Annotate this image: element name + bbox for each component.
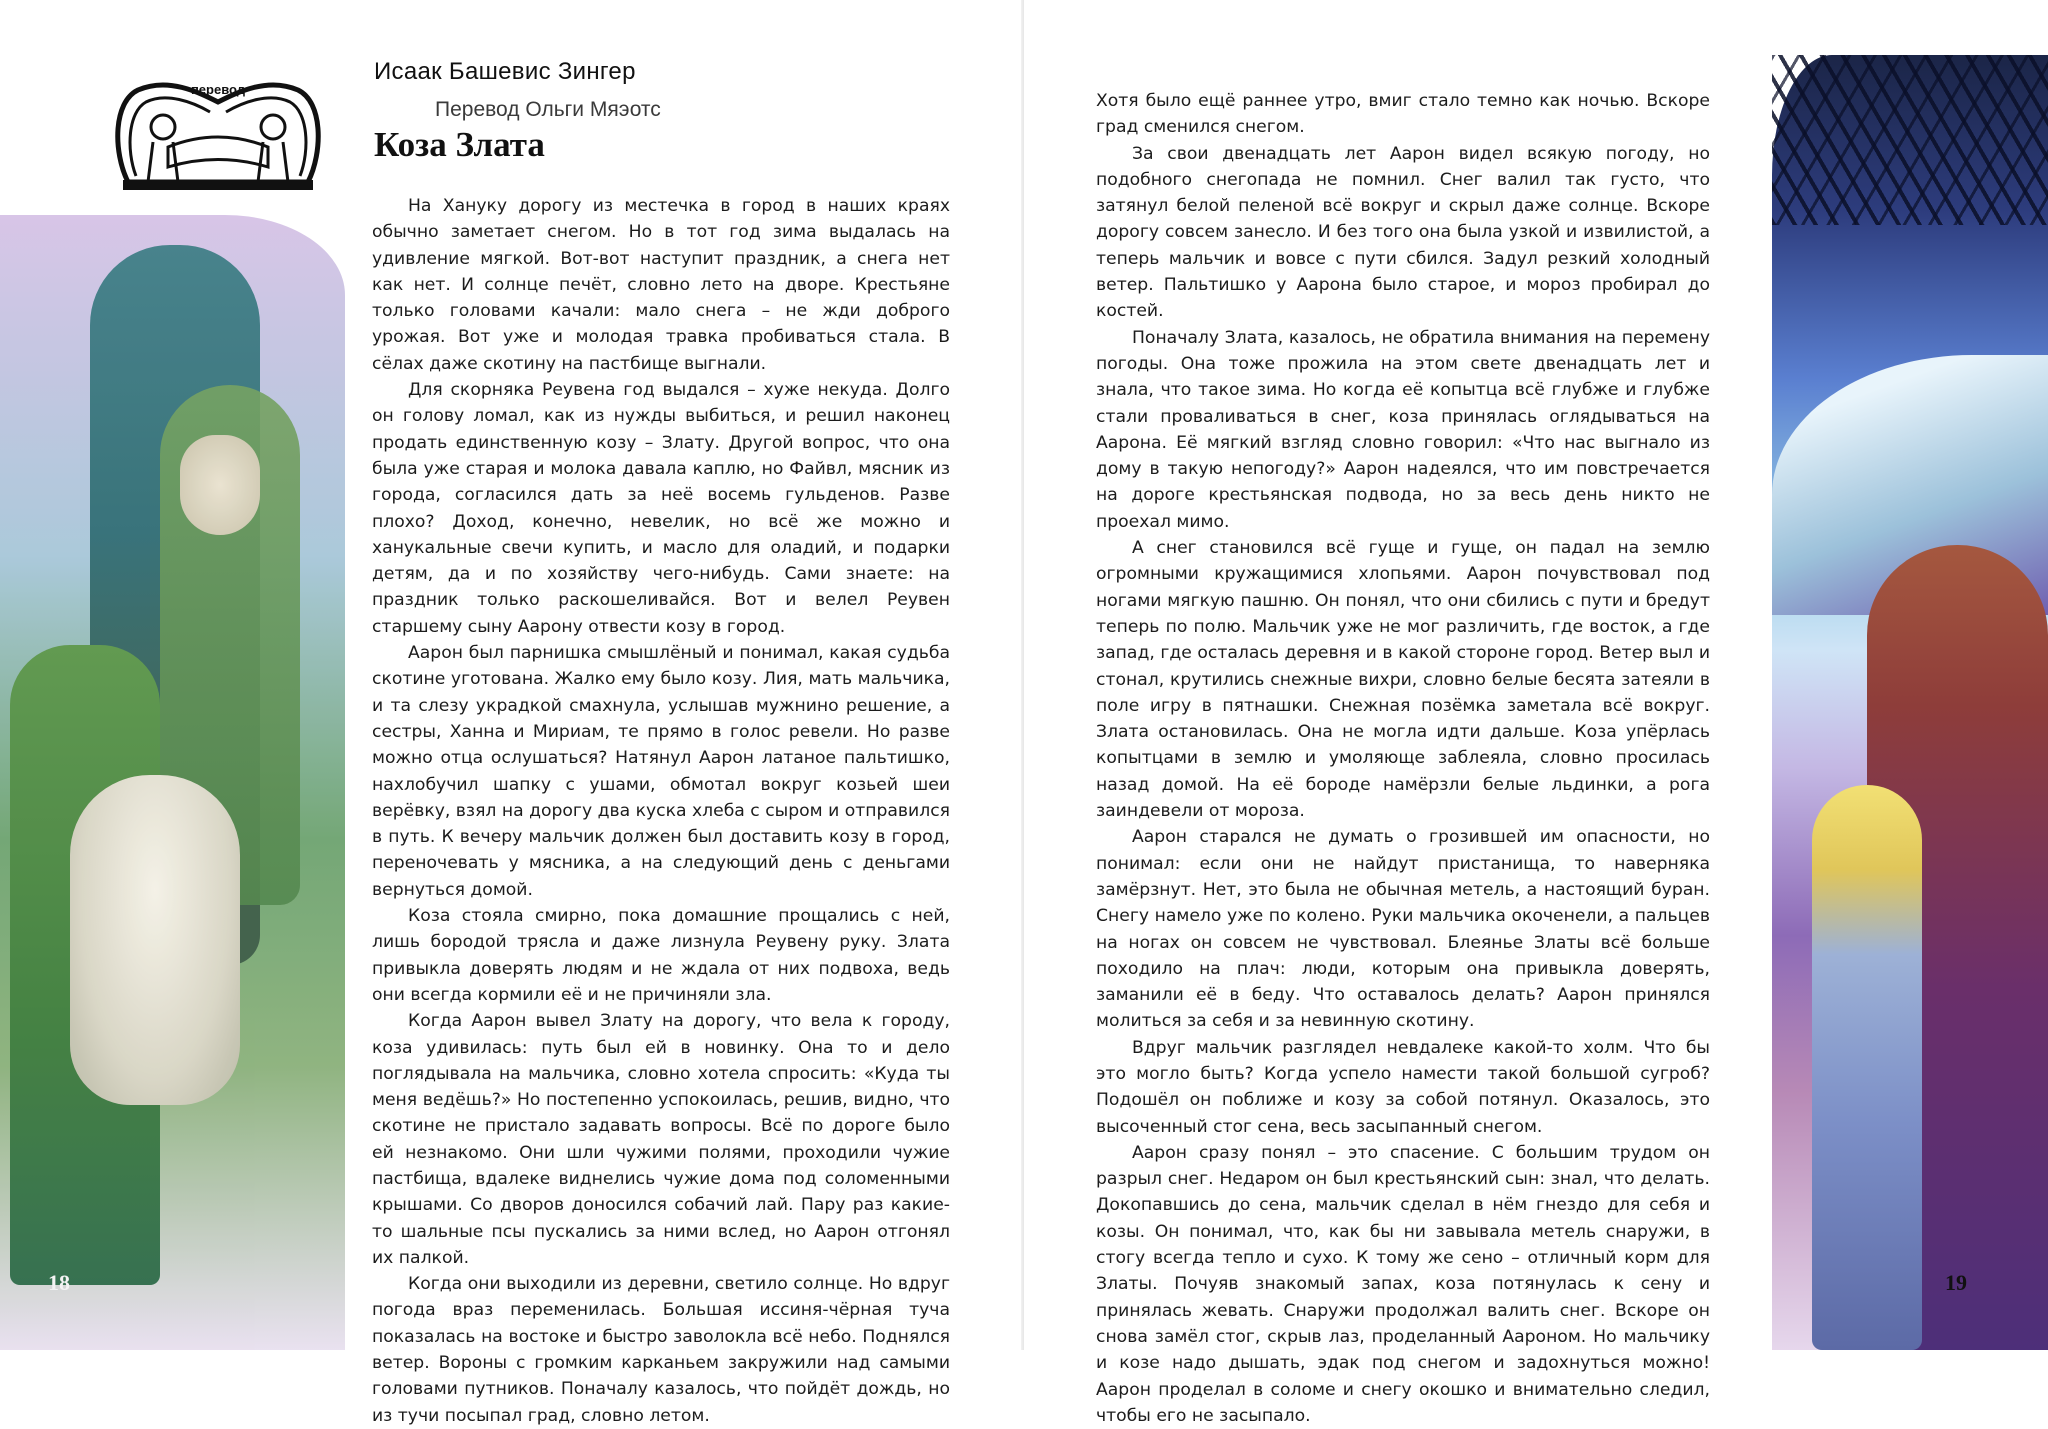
paragraph: Когда Аарон вывел Злату на дорогу, что вела к городу, коза удивилась: путь был ей в новинку. Она то и дело поглядывала на мальчика, словно хотела спросить: «Куда ты меня ведёшь?» Но постепенно успокоилась, решив, видно, что скотине не пристало задавать вопросы. Всё по дороге было ей незнакомо. Они шли чужими полями, проходили чужие пастбища, вдалеке виднелись чужие дома под соломенными крышами. Со дворов доносился собачий лай. Пару раз какие-то шальные псы пускались за ними вслед, но Аарон отгонял их палкой. (372, 1011, 950, 1268)
paragraph: Поначалу Злата, казалось, не обратила внимания на перемену погоды. Она тоже прожила на этом свете двенадцать лет и знала, что такое зима. Но когда её копытца всё глубже и глубже стали проваливаться в снег, коза принялась оглядываться на Аарона. Её мягкий взгляд словно говорил: «Что нас выгнало из дому в такую непогоду?» Аарон надеялся, что им повстречается на дороге крестьянская подвода, но за весь день никто не проехал мимо. (1096, 327, 1710, 532)
translator-credit: Перевод Ольги Мяэотс (435, 98, 661, 121)
illustration-face (180, 435, 260, 535)
story-title: Коза Злата (374, 125, 545, 164)
illustration-goat (70, 775, 240, 1105)
paragraph: А снег становился всё гуще и гуще, он падал на землю огромными кружащимися хлопьями. Аарон почувствовал под ногами мягкую пашню. Он понял, что они сбились с пути и бредут теперь по полю. Мальчик уже не мог различить, где восток, а где запад, где осталась деревня и в какой стороне город. Ветер выл и стонал, крутились снежные вихри, словно белые бесята затеяли в поле игру в пятнашки. Снежная позёмка заметала всё вокруг. Злата остановилась. Она не могла идти дальше. Коза упёрлась копытцами в землю и умоляюще заблеяла, словно просилась назад домой. На её бороде намёрзли белые льдинки, а рога заиндевели от мороза. (1096, 538, 1710, 822)
illustration-bare-trees (1772, 55, 2048, 225)
left-text-column (372, 193, 950, 1429)
paragraph: На Хануку дорогу из местечка в город в наших краях обычно заметает снегом. Но в тот год зима выдалась на удивление мягкой. Вот-вот наступит праздник, а снега нет как нет. И солнце печёт, словно лето на дворе. Крестьяне только головами качали: мало снега – не жди доброго урожая. Вот уже и молодая травка пробиваться стала. В сёлах даже скотину на пастбище выгнали. (372, 196, 950, 374)
logo-text: перевод (190, 82, 246, 97)
translation-logo (108, 72, 328, 194)
page-number-left: 18 (48, 1270, 70, 1295)
illustration-woman-and-child (1772, 55, 2048, 1350)
right-text-column (1096, 88, 1710, 1429)
illustration-family-with-goat (0, 215, 345, 1350)
paragraph: Аарон сразу понял – это спасение. С большим трудом он разрыл снег. Недаром он был крестьянский сын: знал, что делать. Докопавшись до сена, мальчик сделал в нём гнездо для себя и козы. Он понимал, что, как бы ни завывала метель снаружи, в стогу всегда тепло и сухо. К тому же сено – отличный корм для Златы. Почуяв знакомый запах, коза потянулась к сену и принялась жевать. Снаружи продолжал валить снег. Вскоре он снова замёл стог, скрыв лаз, проделанный Аароном. Но мальчику и козе надо дышать, эдак под снегом и задохнуться можно! Аарон проделал в соломе и снегу окошко и внимательно следил, чтобы его не засыпало. (1096, 1142, 1710, 1426)
author-name: Исаак Башевис Зингер (374, 58, 636, 85)
left-page (0, 0, 1024, 1426)
paragraph: Когда они выходили из деревни, светило солнце. Но вдруг погода враз переменилась. Большая иссиня-чёрная туча показалась на востоке и быстро заволокла всё небо. Поднялся ветер. Вороны с громким карканьем закружили над самыми головами путников. Поначалу казалось, что пойдёт дождь, но из тучи посыпал град, словно летом. (372, 1274, 950, 1426)
illustration-child-figure (1812, 785, 1922, 1350)
paragraph: Аарон был парнишка смышлёный и понимал, какая судьба скотине уготована. Жалко ему было козу. Лия, мать мальчика, и та слезу украдкой смахнула, услышав мужнино решение, а сестры, Ханна и Мириам, те прямо в голос ревели. Но разве можно отца ослушаться? Натянул Аарон латаное пальтишко, нахлобучил шапку с ушами, обмотал вокруг козьей шеи верёвку, взял на дорогу два куска хлеба с сыром и отправился в путь. К вечеру мальчик должен был доставить козу в город, переночевать у мясника, а на следующий день с деньгами вернуться домой. (372, 643, 950, 900)
paragraph: Аарон старался не думать о грозившей им опасности, но понимал: если они не найдут пристанища, то наверняка замёрзнут. Нет, это была не обычная метель, а настоящий буран. Снегу намело уже по колено. Руки мальчика окоченели, а пальцев на ногах он совсем не чувствовал. Блеянье Златы всё больше походило на плач: люди, которым она привыкла доверять, заманили её в беду. Что оставалось делать? Аарон принялся молиться за себя и за невинную скотину. (1096, 827, 1710, 1032)
right-page (1024, 0, 2048, 1426)
page-number-right: 19 (1945, 1270, 1967, 1295)
paragraph: За свои двенадцать лет Аарон видел всякую погоду, но подобного снегопада не помнил. Снег валил так густо, что затянул белой пеленой всё вокруг и скрыл даже солнце. Вскоре дорогу совсем занесло. И без того она была узкой и извилистой, а теперь мальчик и вовсе с пути сбился. Задул резкий холодный ветер. Пальтишко у Аарона было старое, и мороз пробирал до костей. (1096, 143, 1710, 322)
paragraph: Коза стояла смирно, пока домашние прощались с ней, лишь бородой трясла и даже лизнула Реувену руку. Злата привыкла доверять людям и не ждала от них подвоха, ведь они всегда кормили её и не причиняли зла. (372, 906, 950, 1005)
paragraph-continued: Хотя было ещё раннее утро, вмиг стало темно как ночью. Вскоре град сменился снегом. (1096, 91, 1710, 138)
paragraph: Для скорняка Реувена год выдался – хуже некуда. Долго он голову ломал, как из нужды выбиться, и решил наконец продать единственную козу – Злату. Другой вопрос, что она была уже старая и молока давала каплю, но Файвл, мясник из города, согласился дать за неё восемь гульденов. Разве плохо? Доход, конечно, невелик, но всё же можно и ханукальные свечи купить, и масло для оладий, и подарки детям, да и по хозяйству чего-нибудь. Сами знаете: на праздник только раскошеливайся. Вот и велел Реувен старшему сыну Аарону отвести козу в город. (372, 380, 950, 637)
paragraph: Вдруг мальчик разглядел невдалеке какой-то холм. Что бы это могло быть? Когда успело намести такой большой сугроб? Подошёл он поближе и козу за собой потянул. Оказалось, это высоченный стог сена, весь засыпанный снегом. (1096, 1037, 1710, 1137)
